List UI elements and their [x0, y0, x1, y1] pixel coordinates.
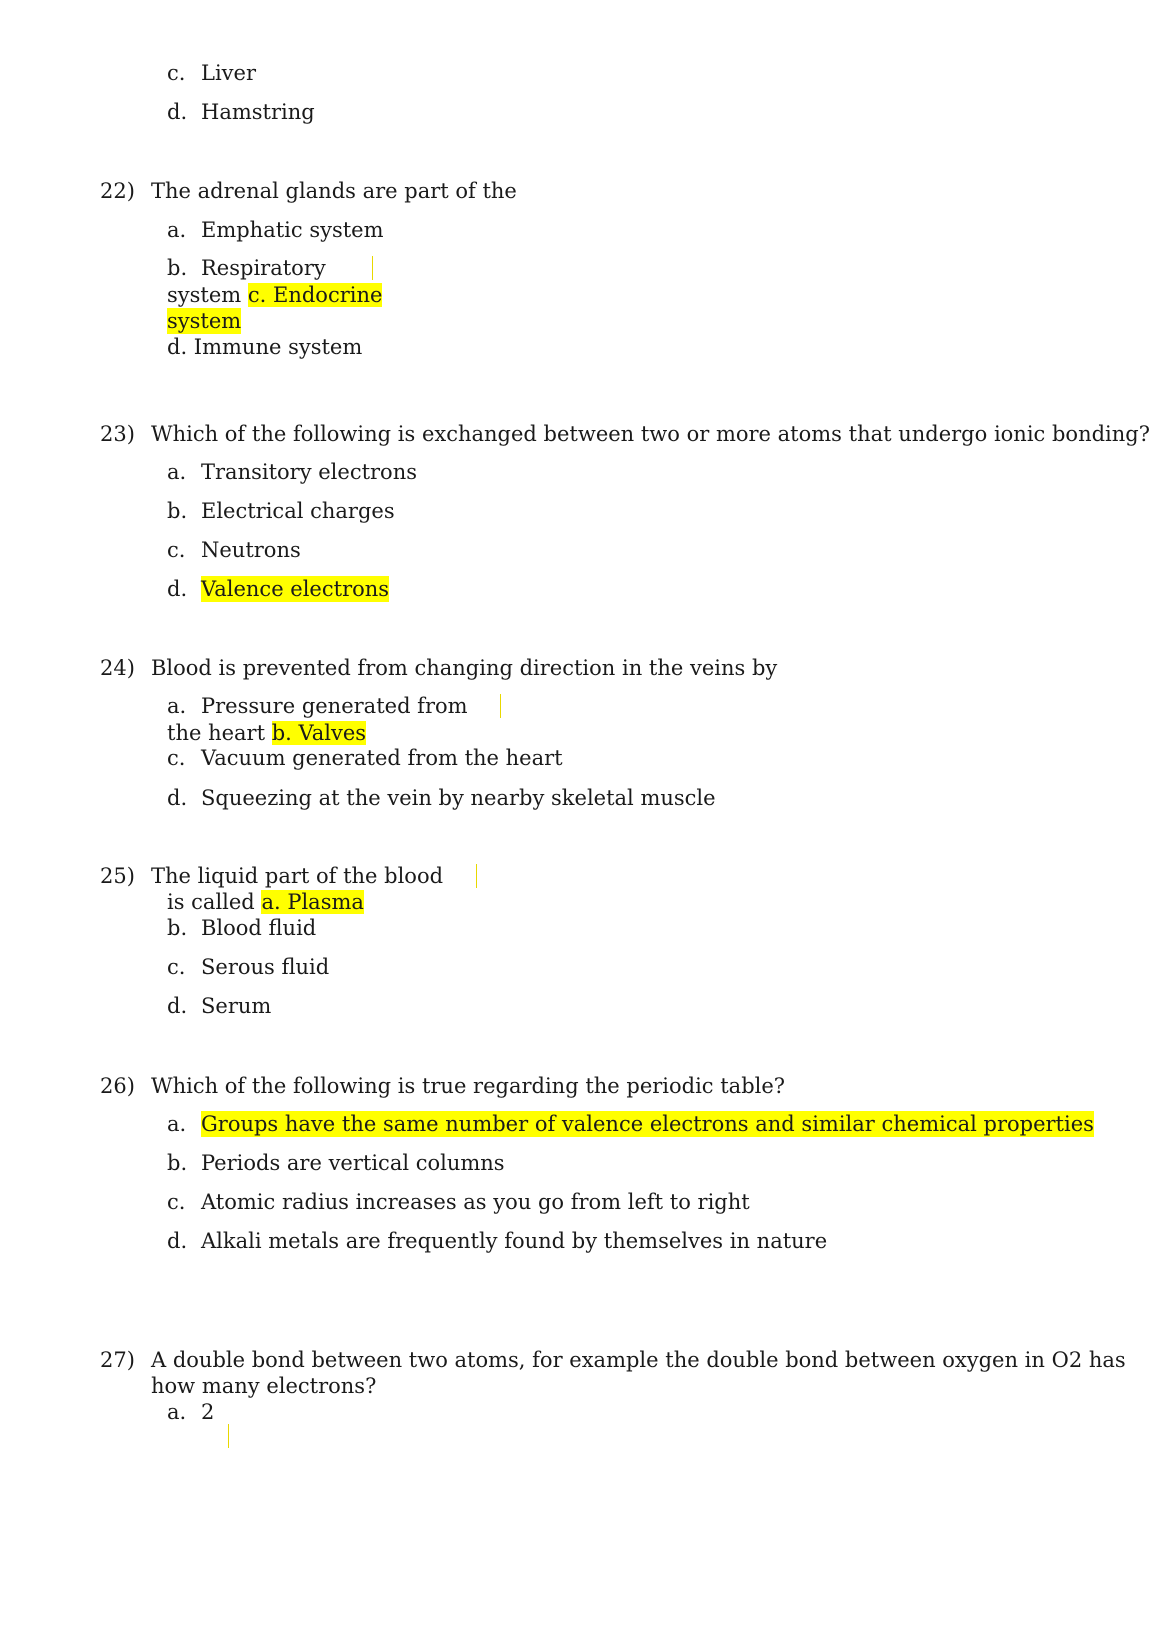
question-number: 27)	[100, 1348, 135, 1372]
q23-option-c: Neutrons	[201, 538, 301, 562]
option-letter: d.	[167, 100, 188, 124]
q24-option-a: Pressure generated from	[201, 694, 468, 718]
question-text-cont: is called a. Plasma	[167, 890, 364, 914]
q25-option-d: Serum	[201, 994, 272, 1018]
prev-option-d: Hamstring	[201, 100, 315, 124]
answer-highlight: c. Endocrine	[247, 283, 383, 307]
option-letter: c.	[167, 538, 186, 562]
q26-option-c: Atomic radius increases as you go from left to right	[201, 1190, 750, 1214]
question-text-cont: how many electrons?	[151, 1374, 377, 1398]
question-text: Which of the following is exchanged between two or more atoms that undergo ionic bonding?	[151, 422, 1150, 446]
q22-option-b-cont: system c. Endocrine	[167, 283, 383, 307]
option-letter: d.	[167, 577, 188, 601]
answer-highlight: b. Valves	[271, 721, 367, 745]
option-letter: a.	[167, 460, 187, 484]
q24-option-d: Squeezing at the vein by nearby skeletal muscle	[201, 786, 716, 810]
option-letter: c.	[167, 61, 186, 85]
question-number: 22)	[100, 179, 135, 203]
question-number: 24)	[100, 656, 135, 680]
question-number: 26)	[100, 1074, 135, 1098]
prev-option-c: Liver	[201, 61, 256, 85]
option-letter: b.	[167, 499, 188, 523]
option-letter: a.	[167, 1400, 187, 1424]
answer-highlight: Valence electrons	[201, 577, 390, 601]
text-cursor	[500, 694, 501, 718]
q24-option-c: Vacuum generated from the heart	[201, 746, 563, 770]
option-letter: d.	[167, 1229, 188, 1253]
q26-option-b: Periods are vertical columns	[201, 1151, 505, 1175]
question-text: The liquid part of the blood	[151, 864, 444, 888]
option-letter: a.	[167, 1112, 187, 1136]
q22-option-a: Emphatic system	[201, 218, 384, 242]
question-text: A double bond between two atoms, for example the double bond between oxygen in O2 has	[151, 1348, 1126, 1372]
option-letter: b.	[167, 916, 188, 940]
option-letter: b.	[167, 1151, 188, 1175]
option-letter: c.	[167, 746, 186, 770]
question-number: 25)	[100, 864, 135, 888]
q23-option-a: Transitory electrons	[201, 460, 417, 484]
q22-option-b: Respiratory	[201, 256, 326, 280]
option-letter: b.	[167, 256, 188, 280]
question-number: 23)	[100, 422, 135, 446]
option-letter: c.	[167, 955, 186, 979]
option-letter: d.	[167, 786, 188, 810]
option-letter: d.	[167, 994, 188, 1018]
q23-option-b: Electrical charges	[201, 499, 395, 523]
q25-option-c: Serous fluid	[201, 955, 330, 979]
answer-highlight: Groups have the same number of valence electrons and similar chemical properties	[201, 1112, 1094, 1136]
question-text: Blood is prevented from changing direction in the veins by	[151, 656, 778, 680]
answer-highlight: system	[167, 309, 242, 333]
text-cursor	[372, 256, 373, 280]
answer-highlight: a. Plasma	[261, 890, 364, 914]
q26-option-d: Alkali metals are frequently found by themselves in nature	[201, 1229, 828, 1253]
question-text: Which of the following is true regarding the periodic table?	[151, 1074, 786, 1098]
q22-option-d: d. Immune system	[167, 335, 363, 359]
text-cursor	[476, 864, 477, 888]
option-letter: a.	[167, 694, 187, 718]
q24-option-a-cont: the heart b. Valves	[167, 721, 367, 745]
q25-option-b: Blood fluid	[201, 916, 317, 940]
option-letter: a.	[167, 218, 187, 242]
q27-option-a: 2	[201, 1400, 215, 1424]
question-text: The adrenal glands are part of the	[151, 179, 517, 203]
option-letter: c.	[167, 1190, 186, 1214]
text-cursor	[228, 1424, 229, 1448]
